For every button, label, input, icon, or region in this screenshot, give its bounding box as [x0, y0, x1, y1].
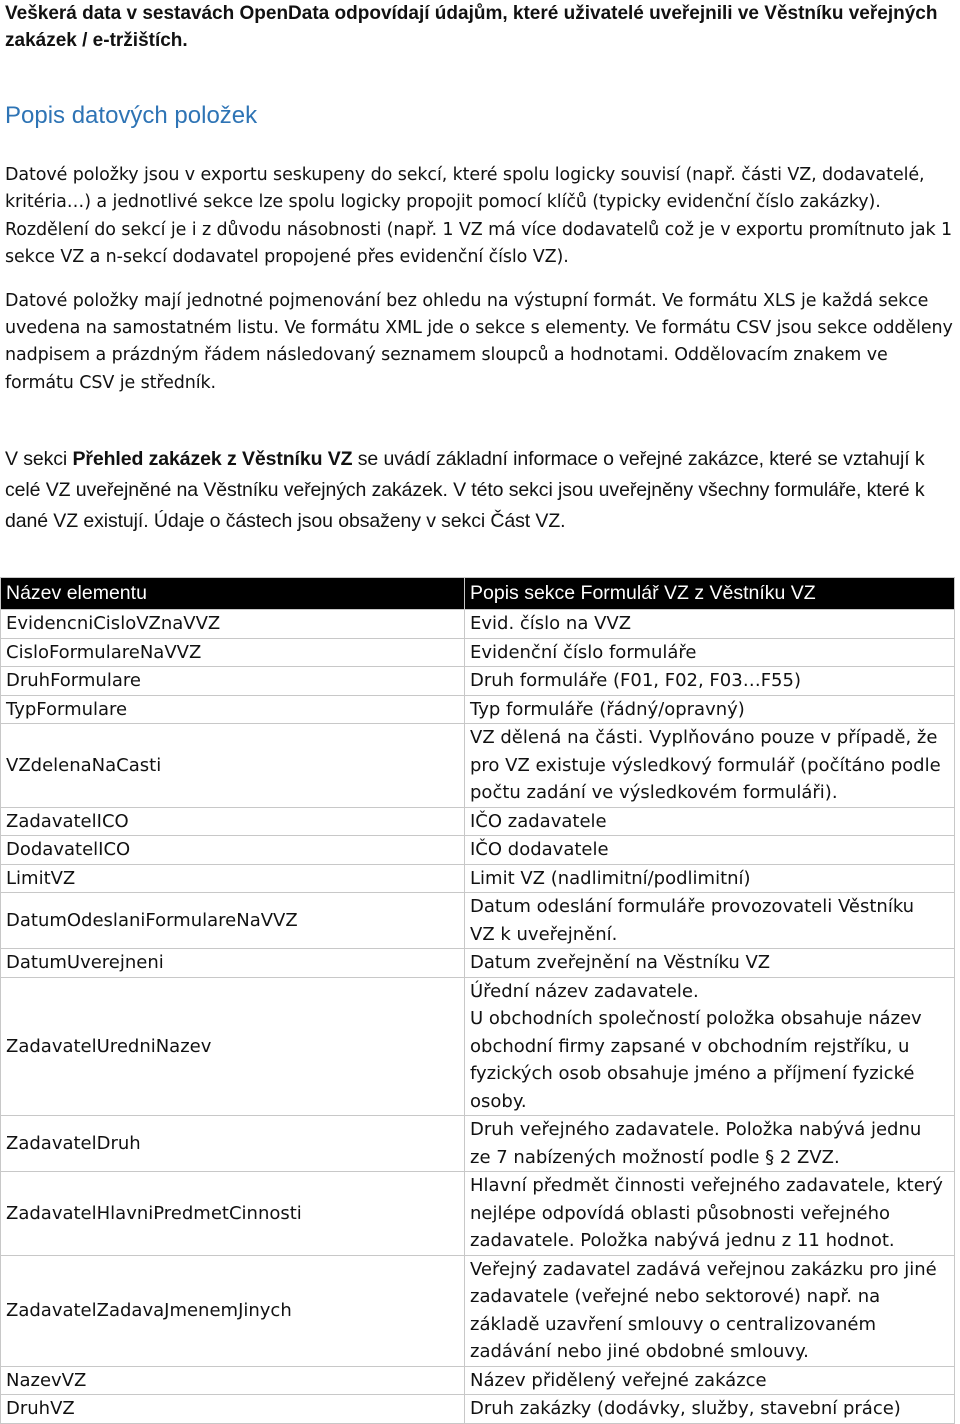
- element-description-cell: [465, 1366, 955, 1395]
- description-line: základě uzavření smlouvy o centralizovaném: [470, 1313, 877, 1335]
- element-name-cell: DodavatelICO: [1, 836, 465, 865]
- description-line: Druh formuláře (F01, F02, F03…F55): [470, 670, 801, 691]
- description-line: IČO dodavatele: [470, 839, 609, 860]
- table-row: [1, 610, 955, 639]
- element-description-cell: [465, 1395, 955, 1424]
- element-description-cell: [465, 864, 955, 893]
- description-line: Druh zakázky (dodávky, služby, stavební práce): [470, 1398, 901, 1419]
- element-name-cell: DatumUverejneni: [1, 949, 465, 978]
- element-name-cell: DruhVZ: [1, 1395, 465, 1424]
- element-description-cell: [465, 949, 955, 978]
- table-row: [1, 949, 955, 978]
- element-description-cell: [465, 893, 955, 949]
- element-description-cell: [465, 1116, 955, 1172]
- description-line: pro VZ existuje výsledkový formulář (počítáno podle: [470, 754, 941, 776]
- elements-table: [0, 577, 955, 1424]
- table-header-row: [1, 578, 955, 610]
- description-line: zadavatele (veřejné nebo sektorové) např. na: [470, 1286, 881, 1307]
- description-line: Název přidělený veřejné zakázce: [470, 1369, 767, 1391]
- element-name-cell: EvidencniCisloVZnaVVZ: [1, 610, 465, 639]
- table-row: [1, 1395, 955, 1424]
- element-name-cell: LimitVZ: [1, 864, 465, 893]
- description-line: Veřejný zadavatel zadává veřejnou zakázku pro jiné: [470, 1258, 937, 1280]
- element-name-cell: DatumOdeslaniFormulareNaVVZ: [1, 893, 465, 949]
- description-line: ze 7 nabízených možností podle § 2 ZVZ.: [470, 1146, 840, 1168]
- element-description-cell: [465, 836, 955, 865]
- document-page: [5, 0, 957, 537]
- description-line: Hlavní předmět činnosti veřejného zadavatele, který: [470, 1175, 943, 1196]
- paragraph-overview: [5, 444, 957, 537]
- element-description-cell: [465, 667, 955, 696]
- description-line: nejlépe odpovídá oblasti působnosti veřejného: [470, 1202, 891, 1224]
- table-row: [1, 977, 955, 1116]
- paragraph-sections: Datové položky jsou v exportu seskupeny do sekcí, které spolu logicky souvisí (např. části VZ, dodavatelé, kritéria…) a jednotlivé sekce lze spolu logicky propojit pomocí klíčů (typicky evidenční číslo zakázky). Rozdělení do sekcí je i z důvodu násobnosti (např. 1 VZ má více dodavatelů což je v exportu promítnuto jak 1 sekce VZ a n-sekcí dodavatel propojené přes evidenční číslo VZ).: [5, 165, 952, 268]
- element-description-cell: [465, 1172, 955, 1256]
- table-row: [1, 836, 955, 865]
- element-description-cell: [465, 1255, 955, 1366]
- description-line: Úřední název zadavatele.: [470, 980, 699, 1002]
- element-name-cell: ZadavatelHlavniPredmetCinnosti: [1, 1172, 465, 1256]
- table-row: [1, 695, 955, 724]
- element-description-cell: [465, 724, 955, 808]
- table-body: [1, 610, 955, 1424]
- element-description-cell: [465, 610, 955, 639]
- description-line: Datum zveřejnění na Věstníku VZ: [470, 952, 771, 973]
- table-row: [1, 1172, 955, 1256]
- description-line: počtu zadání ve výsledkovém formuláři).: [470, 782, 838, 803]
- description-line: zadávání nebo jiné obdobné smlouvy.: [470, 1341, 809, 1362]
- description-line: fyzických osob obsahuje jméno a příjmení fyzické: [470, 1063, 915, 1084]
- description-line: zadavatele. Položka nabývá jednu z 11 hodnot.: [470, 1230, 895, 1251]
- element-name-cell: CisloFormulareNaVVZ: [1, 638, 465, 667]
- table-row: [1, 864, 955, 893]
- table-row: [1, 1116, 955, 1172]
- element-name-cell: ZadavatelUredniNazev: [1, 977, 465, 1116]
- element-name-cell: ZadavatelZadavaJmenemJinych: [1, 1255, 465, 1366]
- element-name-cell: VZdelenaNaCasti: [1, 724, 465, 808]
- element-name-cell: NazevVZ: [1, 1366, 465, 1395]
- description-line: Evid. číslo na VVZ: [470, 613, 632, 634]
- element-name-cell: ZadavatelDruh: [1, 1116, 465, 1172]
- header-element-name: Název elementu: [1, 578, 465, 610]
- description-line: U obchodních společností položka obsahuje název: [470, 1008, 922, 1029]
- description-line: osoby.: [470, 1090, 527, 1112]
- description-line: VZ dělená na části. Vyplňováno pouze v případě, že: [470, 727, 938, 748]
- table-row: [1, 667, 955, 696]
- section-heading: Popis datových položek: [5, 102, 258, 129]
- description-line: IČO zadavatele: [470, 810, 607, 832]
- table-row: [1, 1366, 955, 1395]
- description-line: obchodní firmy zapsané v obchodním rejstříku, u: [470, 1035, 910, 1057]
- element-name-cell: ZadavatelICO: [1, 807, 465, 836]
- element-description-cell: [465, 807, 955, 836]
- description-line: Limit VZ (nadlimitní/podlimitní): [470, 867, 751, 889]
- table-row: [1, 807, 955, 836]
- table-row: [1, 724, 955, 808]
- description-line: Druh veřejného zadavatele. Položka nabývá jednu: [470, 1119, 922, 1140]
- element-description-cell: [465, 695, 955, 724]
- paragraph-overview-before: V sekci: [5, 448, 73, 471]
- intro-text: Veškerá data v sestavách OpenData odpovídají údajům, které uživatelé uveřejnili ve Věstníku veřejných zakázek / e-tržištích.: [5, 3, 938, 51]
- paragraph-formats: Datové položky mají jednotné pojmenování bez ohledu na výstupní formát. Ve formátu XLS je každá sekce uvedena na samostatném listu. Ve formátu XML jde o sekce s elementy. Ve formátu CSV jsou sekce odděleny nadpisem a prázdným řádem následovaný seznamem sloupců a hodnotami. Oddělovacím znakem ve formátu CSV je středník.: [5, 290, 953, 393]
- description-line: Datum odeslání formuláře provozovateli Věstníku: [470, 896, 915, 917]
- element-name-cell: DruhFormulare: [1, 667, 465, 696]
- description-line: Evidenční číslo formuláře: [470, 641, 697, 663]
- table-row: [1, 1255, 955, 1366]
- table-row: [1, 893, 955, 949]
- header-description: Popis sekce Formulář VZ z Věstníku VZ: [465, 578, 955, 610]
- description-line: VZ k uveřejnění.: [470, 923, 618, 945]
- description-line: Typ formuláře (řádný/opravný): [470, 698, 745, 720]
- element-name-cell: TypFormulare: [1, 695, 465, 724]
- table-row: [1, 638, 955, 667]
- paragraph-overview-after: se uvádí základní informace o veřejné zakázce, které se vztahují k celé VZ uveřejněné na Věstníku veřejných zakázek. V této sekci jsou uveřejněny všechny formuláře, které k dané VZ existují. Údaje o částech jsou obsaženy v sekci Část VZ.: [5, 448, 925, 533]
- element-description-cell: [465, 638, 955, 667]
- paragraph-overview-bold: Přehled zakázek z Věstníku VZ: [72, 448, 353, 471]
- element-description-cell: [465, 977, 955, 1116]
